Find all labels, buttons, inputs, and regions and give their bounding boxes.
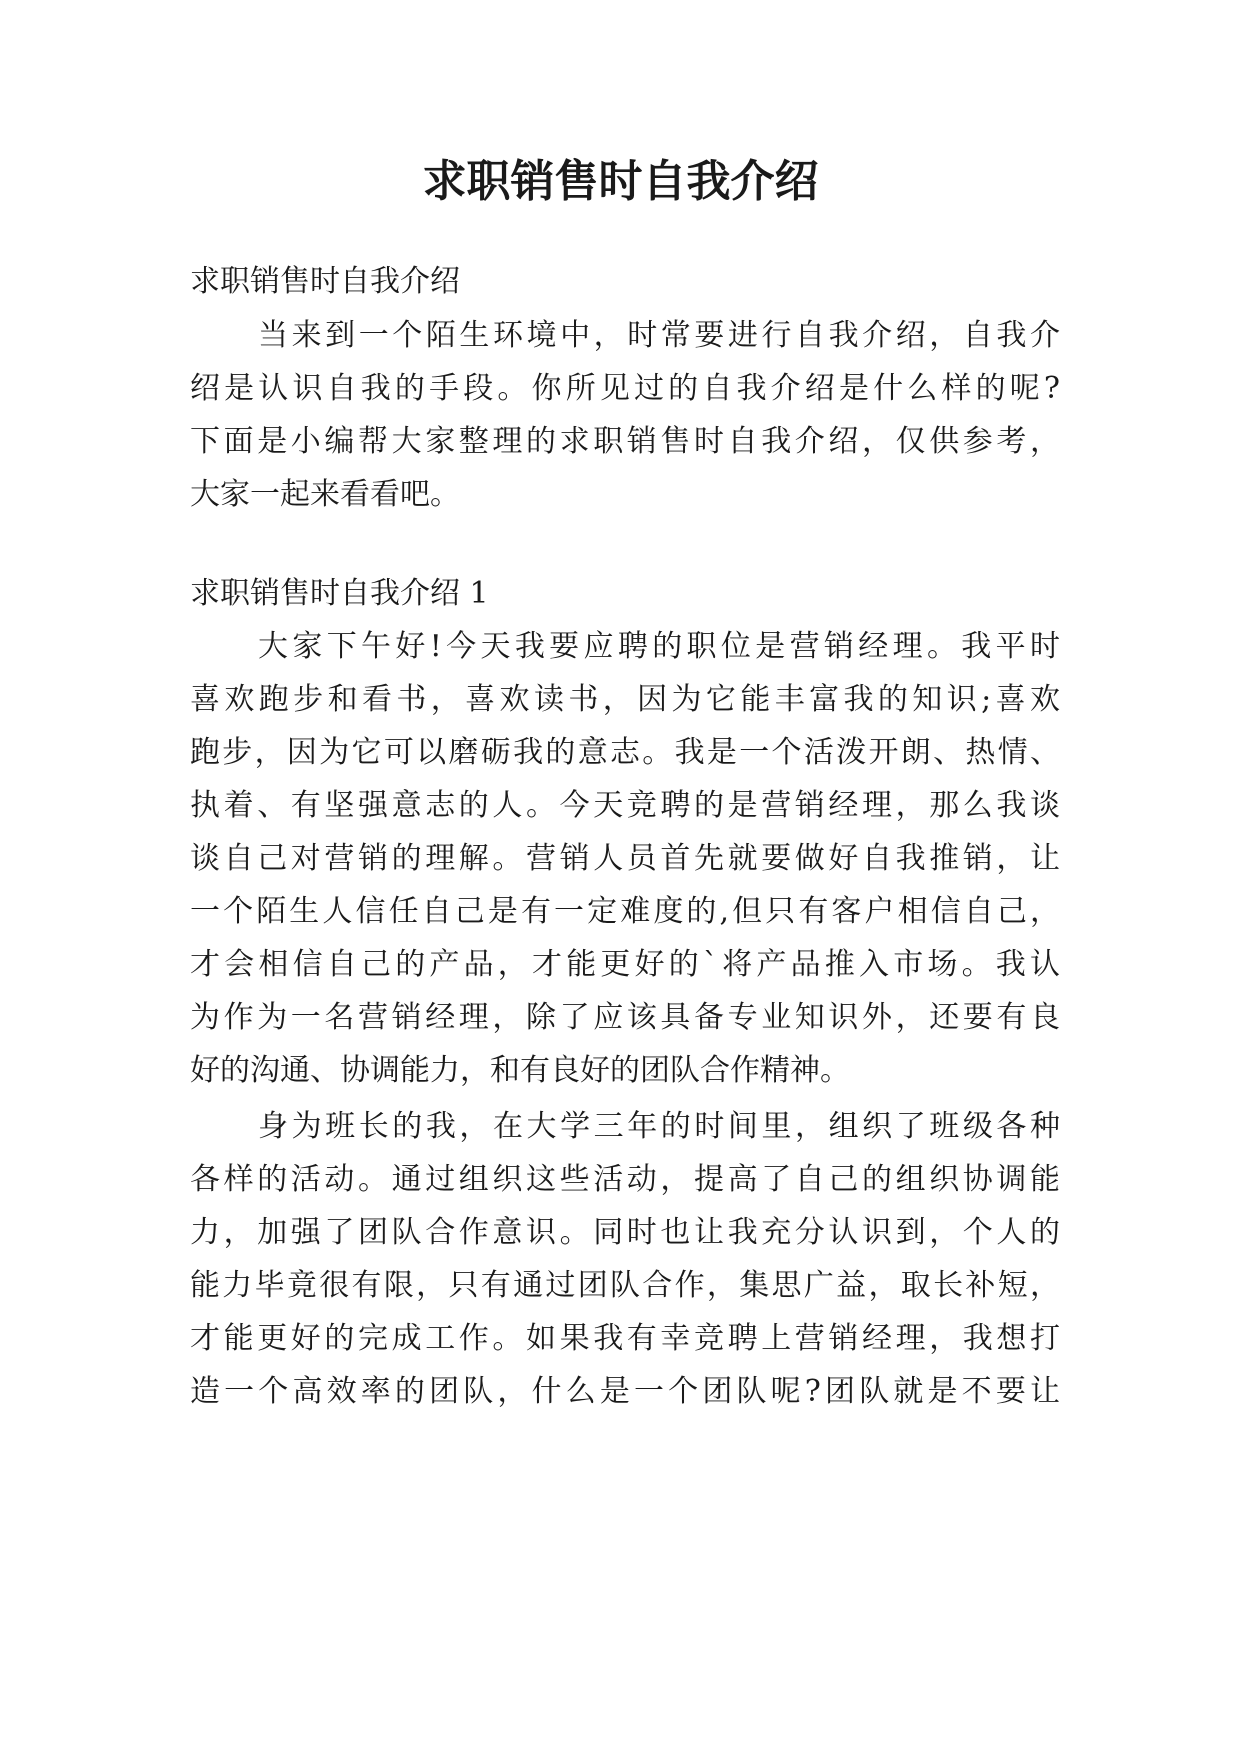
section-heading: 求职销售时自我介绍 xyxy=(190,264,460,299)
paragraph-line: 喜欢跑步和看书，喜欢读书，因为它能丰富我的知识;喜欢 xyxy=(190,682,1060,717)
section-heading: 求职销售时自我介绍 1 xyxy=(190,576,489,611)
paragraph-line: 才能更好的完成工作。如果我有幸竞聘上营销经理，我想打 xyxy=(190,1321,1060,1356)
paragraph-line: 下面是小编帮大家整理的求职销售时自我介绍，仅供参考， xyxy=(190,424,1060,459)
paragraph-line: 当来到一个陌生环境中，时常要进行自我介绍，自我介 xyxy=(258,318,1060,353)
paragraph-line: 力，加强了团队合作意识。同时也让我充分认识到，个人的 xyxy=(190,1215,1060,1250)
paragraph-line: 执着、有坚强意志的人。今天竞聘的是营销经理，那么我谈 xyxy=(190,788,1060,823)
document-title: 求职销售时自我介绍 xyxy=(422,156,819,207)
paragraph-line: 跑步，因为它可以磨砺我的意志。我是一个活泼开朗、热情、 xyxy=(190,735,1060,770)
paragraph-line: 好的沟通、协调能力，和有良好的团队合作精神。 xyxy=(190,1053,850,1088)
paragraph-line: 一个陌生人信任自己是有一定难度的,但只有客户相信自己， xyxy=(190,894,1060,929)
paragraph-line: 谈自己对营销的理解。营销人员首先就要做好自我推销，让 xyxy=(190,841,1060,876)
paragraph-line: 能力毕竟很有限，只有通过团队合作，集思广益，取长补短， xyxy=(190,1268,1060,1303)
paragraph-line: 各样的活动。通过组织这些活动，提高了自己的组织协调能 xyxy=(190,1162,1060,1197)
paragraph-line: 造一个高效率的团队，什么是一个团队呢?团队就是不要让 xyxy=(190,1374,1060,1409)
paragraph-line: 才会相信自己的产品，才能更好的`将产品推入市场。我认 xyxy=(190,947,1060,982)
paragraph-line: 为作为一名营销经理，除了应该具备专业知识外，还要有良 xyxy=(190,1000,1060,1035)
paragraph-line: 绍是认识自我的手段。你所见过的自我介绍是什么样的呢? xyxy=(190,371,1060,406)
paragraph-line: 身为班长的我，在大学三年的时间里，组织了班级各种 xyxy=(258,1109,1060,1144)
paragraph-line: 大家一起来看看吧。 xyxy=(190,477,460,512)
paragraph-line: 大家下午好!今天我要应聘的职位是营销经理。我平时 xyxy=(258,629,1060,664)
